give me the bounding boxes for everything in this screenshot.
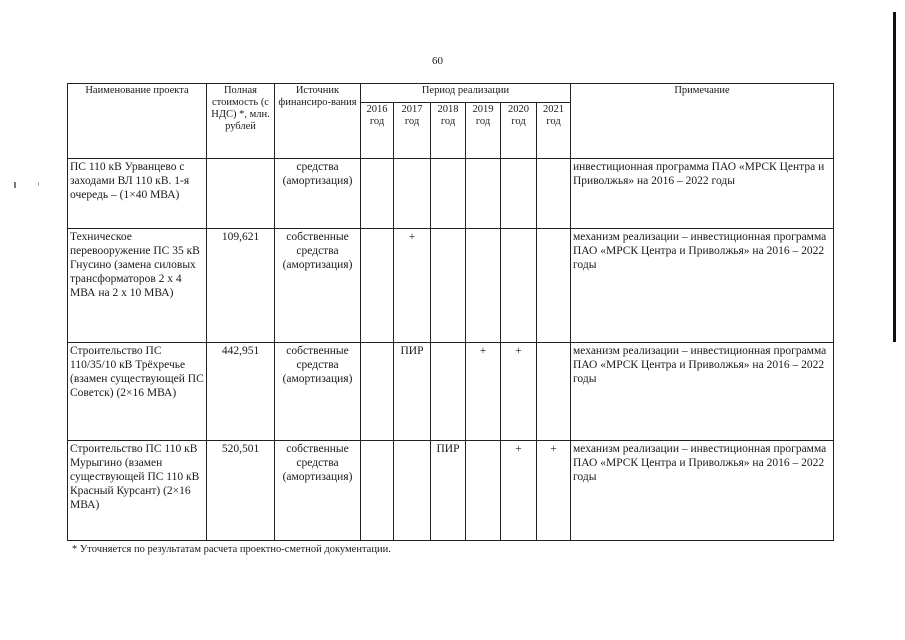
header-year: 2021 год	[537, 103, 571, 159]
header-name: Наименование проекта	[68, 84, 207, 159]
year-cell	[361, 159, 394, 229]
header-source: Источник финансиро-вания	[275, 84, 361, 159]
year-cell: +	[501, 343, 537, 441]
year-cell	[466, 229, 501, 343]
year-cell: +	[537, 441, 571, 541]
projects-table	[67, 83, 834, 541]
year-cell	[537, 229, 571, 343]
project-cost: 109,621	[207, 229, 275, 343]
scan-speck	[38, 182, 39, 186]
table-row	[68, 229, 834, 343]
project-cost: 442,951	[207, 343, 275, 441]
project-note: механизм реализации – инвестиционная программа ПАО «МРСК Центра и Приволжья» на 2016 – 2022 годы	[571, 441, 834, 541]
year-cell: +	[501, 441, 537, 541]
header-year: 2017 год	[394, 103, 431, 159]
project-name: ПС 110 кВ Урванцево с заходами ВЛ 110 кВ. 1-я очередь – (1×40 МВА)	[68, 159, 207, 229]
year-cell	[537, 159, 571, 229]
header-period: Период реализации	[361, 84, 571, 103]
year-cell	[394, 441, 431, 541]
project-cost: 520,501	[207, 441, 275, 541]
project-cost	[207, 159, 275, 229]
header-row	[68, 84, 834, 103]
header-cost: Полная стоимость (с НДС) *, млн. рублей	[207, 84, 275, 159]
project-note: инвестиционная программа ПАО «МРСК Центра и Приволжья» на 2016 – 2022 годы	[571, 159, 834, 229]
year-cell	[431, 159, 466, 229]
project-source: собственные средства (амортизация)	[275, 343, 361, 441]
scan-edge-line	[893, 12, 896, 342]
project-name: Строительство ПС 110/35/10 кВ Трёхречье (взамен существующей ПС Советск) (2×16 МВА)	[68, 343, 207, 441]
scan-speck	[14, 182, 16, 188]
year-cell	[361, 343, 394, 441]
year-cell: +	[394, 229, 431, 343]
header-note: Примечание	[571, 84, 834, 159]
year-cell: +	[466, 343, 501, 441]
year-cell	[501, 229, 537, 343]
page-number: 60	[432, 55, 443, 67]
year-cell	[361, 441, 394, 541]
year-cell: ПИР	[394, 343, 431, 441]
project-source: средства (амортизация)	[275, 159, 361, 229]
header-year: 2019 год	[466, 103, 501, 159]
year-cell	[466, 441, 501, 541]
year-cell	[501, 159, 537, 229]
year-cell	[466, 159, 501, 229]
project-note: механизм реализации – инвестиционная программа ПАО «МРСК Центра и Приволжья» на 2016 – 2022 годы	[571, 229, 834, 343]
table-row	[68, 441, 834, 541]
project-name: Строительство ПС 110 кВ Мурыгино (взамен существующей ПС 110 кВ Красный Курсант) (2×16 МВА)	[68, 441, 207, 541]
year-cell	[537, 343, 571, 441]
year-cell: ПИР	[431, 441, 466, 541]
year-cell	[394, 159, 431, 229]
header-year: 2020 год	[501, 103, 537, 159]
header-year: 2018 год	[431, 103, 466, 159]
table-row	[68, 159, 834, 229]
project-note: механизм реализации – инвестиционная программа ПАО «МРСК Центра и Приволжья» на 2016 – 2022 годы	[571, 343, 834, 441]
footnote: * Уточняется по результатам расчета проектно-сметной документации.	[72, 544, 391, 555]
project-source: собственные средства (амортизация)	[275, 441, 361, 541]
year-cell	[431, 343, 466, 441]
year-cell	[431, 229, 466, 343]
header-year: 2016 год	[361, 103, 394, 159]
year-cell	[361, 229, 394, 343]
project-source: собственные средства (амортизация)	[275, 229, 361, 343]
project-name: Техническое перевооружение ПС 35 кВ Гнусино (замена силовых трансформаторов 2 х 4 МВА на 2 х 10 МВА)	[68, 229, 207, 343]
table-row	[68, 343, 834, 441]
